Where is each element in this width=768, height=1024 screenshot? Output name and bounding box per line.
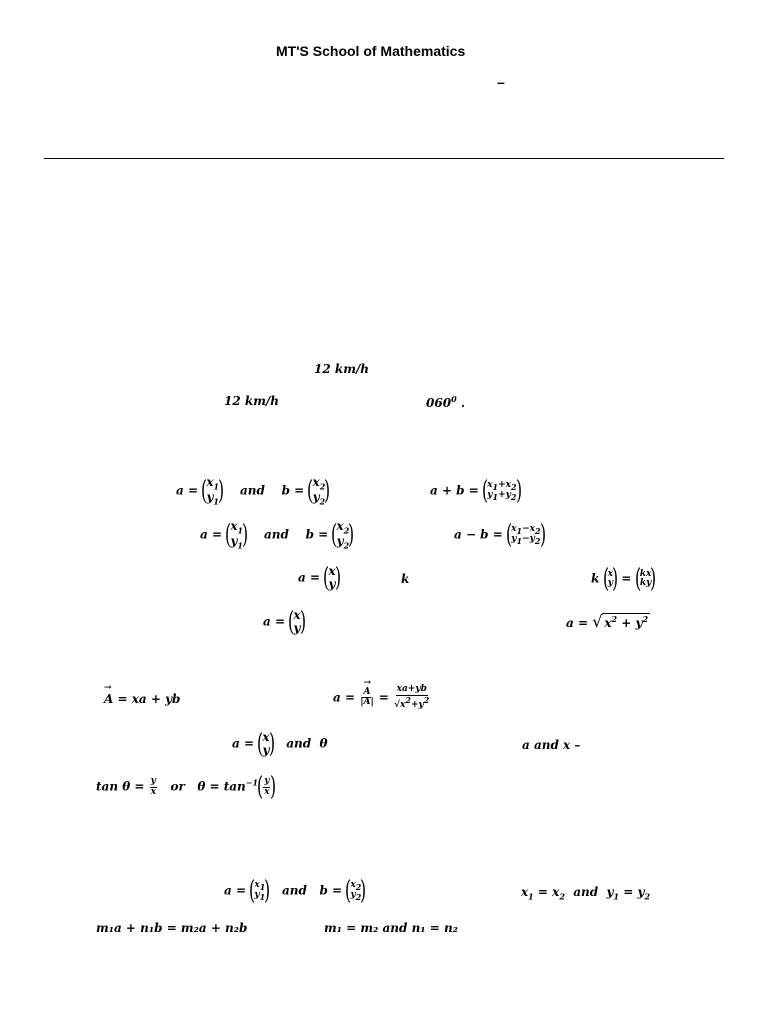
position-vector: → A = xa + yb bbox=[104, 692, 180, 706]
vector-difference: a − b = ( $x_1-x_2$ $y_1-y_2$ ) bbox=[454, 520, 546, 550]
speed-text-2: 12 km/h bbox=[224, 394, 279, 408]
linear-combination: m₁a + n₁b = m₂a + n₂b bbox=[96, 921, 248, 935]
vector-def-equality: a = ( $x_1$ $y_1$ ) and b = ( $x_2$ $y_2$ ) bbox=[224, 876, 367, 906]
tangent-formula: tan θ = $\frac{y}{x}$ or $\theta = \tan^{-1}$ ( $\frac{y}{x}$ ) bbox=[96, 772, 277, 802]
bearing-text: $060^0$ . bbox=[426, 394, 465, 410]
magnitude-formula: a = √ $x^2 + y^2$ bbox=[566, 612, 649, 631]
page-title: MT'S School of Mathematics bbox=[276, 43, 466, 59]
equality-condition: $x_1 = x_2$ and $y_1 = y_2$ bbox=[521, 885, 651, 902]
vector-def-direction: a = ( x y ) and θ bbox=[232, 729, 328, 759]
coefficient-equality: m₁ = m₂ and n₁ = n₂ bbox=[324, 921, 458, 935]
unit-vector-formula: a = → $\frac{A}{|A|}$ = $\frac{xa+yb}{√x^2+y^2}$ bbox=[333, 685, 430, 711]
speed-text-1: 12 km/h bbox=[314, 362, 369, 376]
scalar-product: k ( x y ) = ( kx ky ) bbox=[591, 564, 657, 594]
angle-axis-text: a and x – bbox=[522, 738, 581, 752]
header-dash: – bbox=[497, 74, 505, 90]
scalar-k: k bbox=[401, 572, 410, 586]
vector-def-scalar: a = ( x y ) bbox=[298, 563, 341, 593]
vector-def-add: a = ( $x_1$ $y_1$ ) and b = ( $x_2$ $y_2$ ) bbox=[176, 475, 331, 507]
header-divider bbox=[44, 158, 724, 159]
vector-sum: a + b = ( $x_1+x_2$ $y_1+y_2$ ) bbox=[430, 476, 522, 506]
vector-def-sub: a = ( $x_1$ $y_1$ ) and b = ( $x_2$ $y_2$ ) bbox=[200, 519, 355, 551]
vector-def-magnitude: a = ( x y ) bbox=[263, 607, 306, 637]
